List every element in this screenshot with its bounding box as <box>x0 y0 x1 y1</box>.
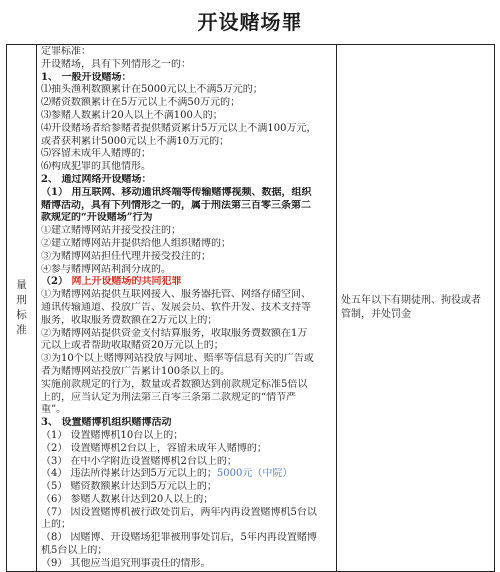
list-item: ③为赌博网站担任代理并接受投注的； <box>41 250 211 262</box>
list-item: （9） 其他应当追究刑事责任的情形。 <box>41 557 211 569</box>
section-2-heading: 2、 通过网络开设赌场： <box>41 173 152 185</box>
list-item: ④参与赌博网站利润分成的。 <box>41 263 171 275</box>
section-2-1-text: 款规定的“开设赌场”行为 <box>41 212 153 224</box>
page-title: 开设赌场罪 <box>197 10 303 34</box>
criteria-heading: 定罪标准： <box>41 46 91 57</box>
list-item: （1） 设置赌博机10台以上的； <box>41 429 184 441</box>
list-item: 或者获利累计5000元以上不满10万元的； <box>41 135 230 147</box>
list-item: ⑶参赌人数累计20人以上不满100人的； <box>41 109 223 121</box>
list-item: 者为赌博网站投放广告累计100条以上的。 <box>41 365 231 377</box>
list-item: ①为赌博网站提供互联网接入、服务器托管、网络存储空间、 <box>41 289 311 301</box>
section-3-heading: 3、 设置赌博机组织赌博活动 <box>41 417 172 429</box>
list-item: （3） 在中小学附近设置赌博机2台以上的； <box>41 455 237 467</box>
list-item: ⑷开设赌场者给参赌者提供赌资累计5万元以上不满100万元， <box>41 122 317 134</box>
list-item: （5） 赌资数额累计达到5万元以上的； <box>41 481 217 493</box>
list-item: ⑸容留未成年人赌博的； <box>41 148 151 160</box>
list-item: 机5台以上的； <box>41 545 108 557</box>
list-item: 通讯传输通道、投放广告、发展会员、软件开发、技术支持等 <box>41 301 311 313</box>
sentencing-table <box>6 44 495 572</box>
content-cell <box>37 45 337 572</box>
penalty-text: 处五年以下有期徒刑、拘役或者管制，并处罚金 <box>341 294 481 320</box>
list-item <box>41 468 333 481</box>
list-item: （7） 因设置赌博机被行政处罚后，两年内再设置赌博机5台以 <box>41 506 317 518</box>
section-2-2-title: 网上开设赌场的共同犯罪 <box>71 276 182 288</box>
court-annotation: 5000元（中院） <box>216 468 293 480</box>
list-item: ①建立赌博网站并接受投注的； <box>41 225 181 237</box>
section-1-heading: 1、 一般开设赌场： <box>41 71 132 83</box>
list-item: ③为10个以上赌博网站投放与网址、赔率等信息有关的广告或 <box>41 353 314 365</box>
list-item: 服务，收取服务费数额在2万元以上的； <box>41 314 218 326</box>
list-item: ②为赌博网站提供资金支付结算服务，收取服务费数额在1万 <box>41 327 308 339</box>
row-label: 量刑标准 <box>16 278 27 336</box>
section-2-1-text: 赌博活动，具有下列情形之一的，属于刑法第三百零三条第二 <box>41 199 311 211</box>
list-item: （2） 设置赌博机2台以上，容留未成年人赌博的； <box>41 442 267 454</box>
list-item: 上的，应当认定为刑法第三百零三条第二款规定的“情节严 <box>41 391 297 403</box>
list-item: 实施前款规定的行为，数量或者数额达到前款规定标准5倍以 <box>41 378 308 390</box>
list-item: ⑹构成犯罪的其他情形。 <box>41 161 151 173</box>
list-item: 上的； <box>41 519 71 531</box>
table-row <box>7 45 495 572</box>
list-item: 重”。 <box>41 404 67 416</box>
list-item: 元以上或者帮助收取赌资20万元以上的； <box>41 340 224 352</box>
criteria-content <box>37 45 336 571</box>
section-2-2-heading <box>41 276 333 289</box>
list-item-text: （4） 违法所得累计达到5万元以上的； <box>41 468 217 480</box>
row-label-cell <box>7 45 37 572</box>
penalty-cell <box>337 45 495 572</box>
section-2-1-text: （1） 用互联网、移动通讯终端等传输赌博视频、数据，组织 <box>41 186 312 198</box>
list-item: ⑴抽头渔利数额累计在5000元以上不满5万元的； <box>41 84 263 96</box>
section-2-2-number: （2） <box>41 276 72 288</box>
list-item: （8） 因赌博、开设赌场犯罪被刑事处罚后，5年内再设置赌博 <box>41 532 317 544</box>
list-item: ⑵赌资数额累计在5万元以上不满50万元的； <box>41 97 241 109</box>
criteria-intro: 开设赌场，具有下列情形之一的： <box>41 58 191 70</box>
list-item: （6） 参赌人数累计达到20人以上的； <box>41 493 214 505</box>
list-item: ②建立赌博网站并提供给他人组织赌博的； <box>41 237 231 249</box>
